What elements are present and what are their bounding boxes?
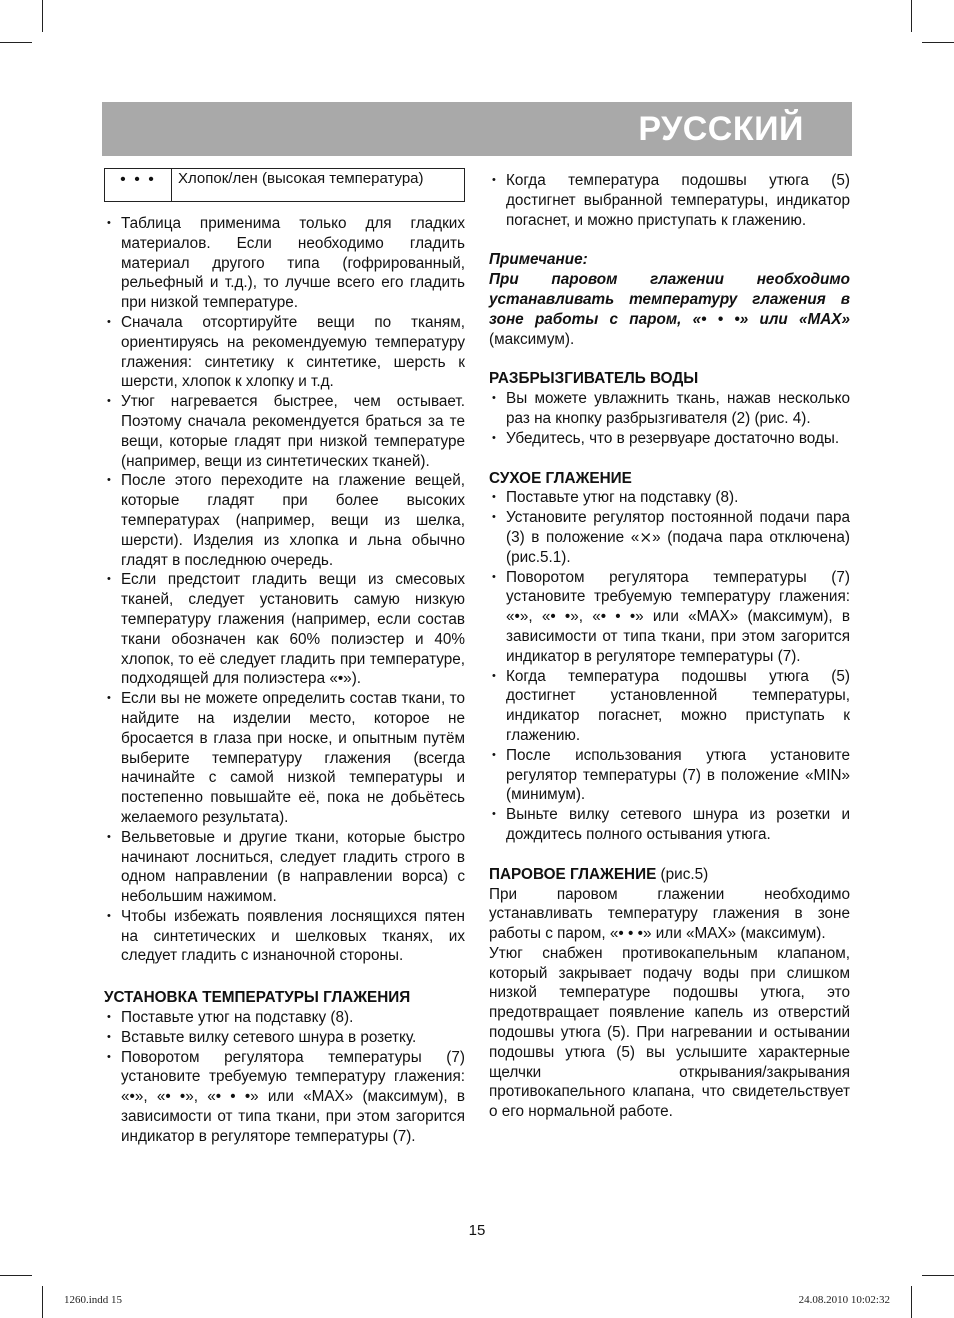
list-item: • Выньте вилку сетевого шнура из розетки и дождитесь полного остывания утюга. (489, 805, 850, 845)
list-item: • После этого переходите на глажение вещей, которые гладят при более высоких температурах (например, вещи из шелка, шерсти). Изделия из хлопка и льна обычно гладят в последнюю очередь. (104, 471, 465, 570)
list-item: • Утюг нагревается быстрее, чем остывает. Поэтому сначала рекомендуется браться за те вещи, которые гладят при низкой температуре (например, вещи из синтетических тканей). (104, 392, 465, 471)
list-item: • Когда температура подошвы утюга (5) достигнет выбранной температуры, индикатор погаснет, и можно приступать к глажению. (489, 171, 850, 230)
crop-mark (42, 1286, 43, 1318)
crop-mark (911, 0, 912, 32)
list-item: • Сначала отсортируйте вещи по тканям, ориентируясь на рекомендуемую температуру глажения: синтетику к синтетике, шерсть к шерсти, хлопок к хлопку и т.д. (104, 313, 465, 392)
table-text: Хлопок/лен (высокая температура) (178, 170, 424, 187)
list-item: • Поставьте утюг на подставку (8). (489, 488, 850, 508)
list-item: • Поворотом регулятора температуры (7) установите требуемую температуру глажения: «•», «• •», «• • •» или «MAX» (максимум), в зависимости от типа ткани, при этом загорится индикатор в регуляторе температуры (7). (104, 1048, 465, 1147)
list-item: • Когда температура подошвы утюга (5) достигнет установленной температуры, индикатор погаснет, можно приступать к глажению. (489, 667, 850, 746)
temp-setting-list-cont (489, 171, 850, 230)
dry-ironing-list (489, 488, 850, 844)
section-heading (489, 865, 850, 885)
list-item: • Вельветовые и другие ткани, которые быстро начинают лосниться, следует гладить строго в одном направлении (в направлении ворса) с небольшим нажимом. (104, 828, 465, 907)
file-slug: 1260.indd 15 (64, 1294, 123, 1306)
note-label: Примечание: (489, 251, 588, 269)
section-heading: УСТАНОВКА ТЕМПЕРАТУРЫ ГЛАЖЕНИЯ (104, 989, 411, 1007)
section-heading: РАЗБРЫЗГИВАТЕЛЬ ВОДЫ (489, 370, 699, 388)
crop-mark (42, 0, 43, 32)
list-item: • Чтобы избежать появления лоснящихся пятен на синтетических и шелковых тканях, их следует гладить с изнаночной стороны. (104, 907, 465, 966)
paragraph: Утюг снабжен противокапельным клапаном, который закрывает подачу воды при слишком низкой температуре подошвы утюга, это предотвращает появление капель из отверстий подошвы утюга (5). При нагревании и остывании подошвы утюга (5) вы услышите характерные щелчки открывания/закрывания противокапельного клапана, что свидетельствует о его нормальной работе. (489, 944, 850, 1121)
page-number: 15 (468, 1222, 486, 1239)
temperature-table (104, 168, 465, 202)
crop-mark (922, 1275, 954, 1276)
language-banner (102, 102, 852, 156)
steam-heading-suffix: (рис.5) (656, 865, 709, 883)
crop-mark (0, 1275, 32, 1276)
list-item: • Поставьте утюг на подставку (8). (104, 1008, 465, 1028)
table-symbol: • • • (105, 169, 172, 201)
right-column (489, 171, 850, 1122)
list-item: • Поворотом регулятора температуры (7) установите требуемую температуру глажения: «•», «• •», «• • •» или «MAX» (максимум), в зависимости от типа ткани, при этом загорится индикатор в регуляторе температуры (7). (489, 568, 850, 667)
sprayer-list (489, 389, 850, 448)
note-suffix: (максимум). (489, 330, 575, 348)
note-body: При паровом глажении необходимо устанавливать температуру глажения в зоне работы с паром, «• • •» или «MAX» (489, 271, 850, 328)
crop-mark (0, 42, 32, 43)
list-item: • Если вы не можете определить состав ткани, то найдите на изделии место, которое не бросается в глаза при носке, и опытным путём выберите температуру глажения (всегда начинайте с самой низкой температуры и постепенно повышайте её, пока не добьётесь желаемого результата). (104, 689, 465, 828)
list-item: • Вставьте вилку сетевого шнура в розетку. (104, 1028, 465, 1048)
note-text (489, 270, 850, 349)
ironing-tips-list (104, 214, 465, 966)
crop-mark (922, 42, 954, 43)
section-heading: СУХОЕ ГЛАЖЕНИЕ (489, 469, 632, 487)
list-item: • Установите регулятор постоянной подачи пара (3) в положение «⨯» (подача пара отключена) (рис.5.1). (489, 508, 850, 567)
paragraph: При паровом глажении необходимо устанавливать температуру глажения в зоне работы с паром, «• • •» или «MAX» (максимум). (489, 885, 850, 943)
list-item: • После использования утюга установите регулятор температуры (7) в положение «MIN» (минимум). (489, 746, 850, 805)
left-column (104, 168, 465, 1147)
page-title: РУССКИЙ (638, 110, 804, 148)
list-item: • Убедитесь, что в резервуаре достаточно воды. (489, 429, 850, 449)
list-item: • Таблица применима только для гладких материалов. Если необходимо гладить материал другого типа (гофрированный, рельефный и т.д.), то лучше всего его гладить при низкой температуре. (104, 214, 465, 313)
crop-mark (911, 1286, 912, 1318)
list-item: • Вы можете увлажнить ткань, нажав несколько раз на кнопку разбрызгивателя (2) (рис. 4). (489, 389, 850, 429)
steam-heading: ПАРОВОЕ ГЛАЖЕНИЕ (489, 865, 657, 883)
list-item: • Если предстоит гладить вещи из смесовых тканей, следует установить самую низкую температуру глажения (например, если состав ткани обозначен как 60% полиэстер и 40% хлопок, то её следует гладить при температуре, подходящей для полиэстера «•»). (104, 570, 465, 689)
date-slug: 24.08.2010 10:02:32 (798, 1294, 890, 1306)
temp-setting-list (104, 1008, 465, 1147)
